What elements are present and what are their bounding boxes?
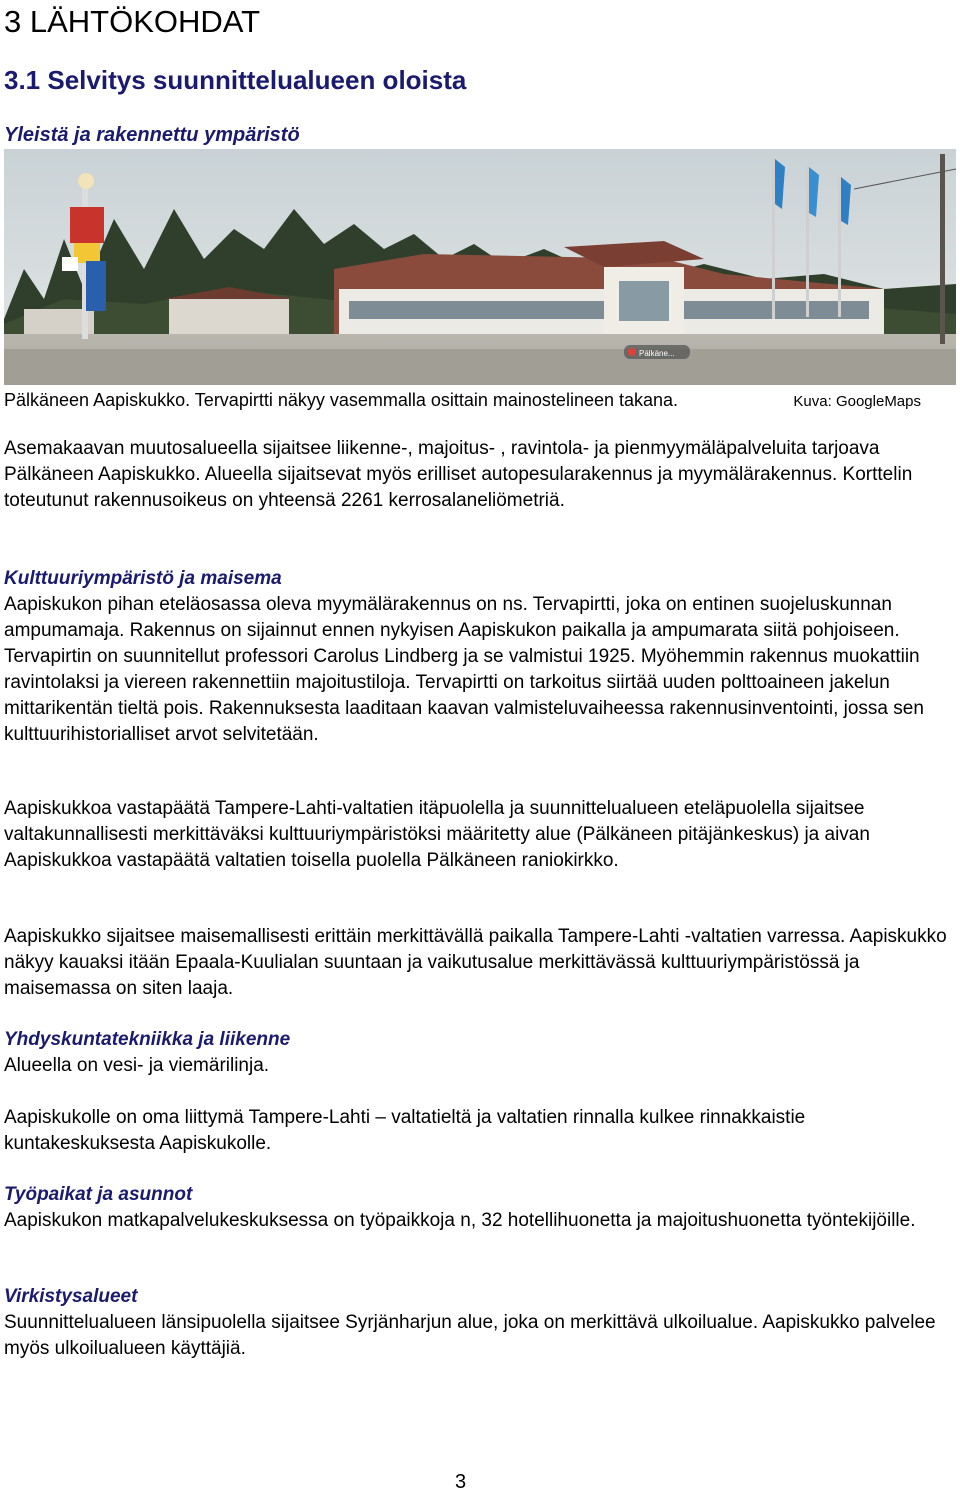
section-heading: 3.1 Selvitys suunnittelualueen oloista — [4, 65, 467, 95]
photo-credit: Kuva: GoogleMaps — [793, 393, 921, 410]
page-number: 3 — [455, 1471, 467, 1493]
paragraph-vesi: Alueella on vesi- ja viemärilinja. — [4, 1055, 270, 1076]
paragraph-liittyma: Aapiskukolle on oma liittymä Tampere-Lahti – valtatieltä ja valtatien rinnalla kulkee rinnakkaistie kuntakeskuksesta Aapiskukolle. — [4, 1107, 806, 1154]
paragraph-valtakunnallinen: Aapiskukkoa vastapäätä Tampere-Lahti-valtatien itäpuolella ja suunnittelualueen eteläpuolella sijaitsee valtakunnallisesti merkittäväksi kulttuuriympäristöksi määritetty alue (Pälkäneen pitäjänkeskus) ja aivan Aapiskukkoa vastapäätä valtatien toisella puolella Pälkäneen raniokirkko. — [4, 798, 870, 871]
paragraph-intro: Asemakaavan muutosalueella sijaitsee liikenne-, majoitus- , ravintola- ja pienmyymäläpalveluita tarjoava Pälkäneen Aapiskukko. Alueella sijaitsevat myös erilliset autopesularakennus ja myymälärakennus. Korttelin toteutunut rakennusoikeus on yhteensä 2261 kerrosalaneliömetriä. — [4, 438, 913, 511]
caption-text: Pälkäneen Aapiskukko. Tervapirtti näkyy vasemmalla osittain mainostelineen takana. — [4, 390, 679, 410]
aapiskukko-photo — [4, 149, 956, 385]
heading-virkistysalueet: Virkistysalueet — [4, 1286, 138, 1307]
map-pin-label: Pälkäne... — [639, 349, 675, 358]
paragraph-tyopaikat: Aapiskukon matkapalvelukeskuksessa on työpaikkoja n, 32 hotellihuonetta ja majoitushuonetta työntekijöille. — [4, 1210, 916, 1231]
paragraph-virkistys: Suunnittelualueen länsipuolella sijaitsee Syrjänharjun alue, joka on merkittävä ulkoilualue. Aapiskukko palvelee myös ulkoilualueen käyttäjiä. — [4, 1312, 936, 1359]
heading-yhdyskuntatekniikka: Yhdyskuntatekniikka ja liikenne — [4, 1029, 291, 1050]
heading-tyopaikat: Työpaikat ja asunnot — [4, 1184, 193, 1205]
subsection-heading: Yleistä ja rakennettu ympäristö — [4, 124, 300, 146]
photo-caption — [4, 388, 956, 412]
chapter-heading: 3 LÄHTÖKOHDAT — [4, 4, 261, 39]
paragraph-maisema: Aapiskukko sijaitsee maisemallisesti erittäin merkittävällä paikalla Tampere-Lahti -valtatien varressa. Aapiskukko näkyy kauaksi itään Epaala-Kuulialan suuntaan ja vaikutusalue merkittävässä kulttuuriympäristössä ja maisemassa on siten laaja. — [4, 926, 947, 999]
paragraph-tervapirtti: Aapiskukon pihan eteläosassa oleva myymälärakennus on ns. Tervapirtti, joka on entinen suojeluskunnan ampumamaja. Rakennus on sijainnut ennen nykyisen Aapiskukon paikalla ja ampumarata siitä pohjoiseen. Tervapirtin on suunnitellut professori Carolus Lindberg ja se valmistui 1925. Myöhemmin rakennus muokattiin ravintolaksi ja viereen rakennettiin majoitustiloja. Tervapirtti on tarkoitus siirtää uuden polttoaineen jakelun mittarikentän tieltä pois. Rakennuksesta laaditaan kaavan valmisteluvaiheessa rakennusinventointi, jossa sen kulttuurihistorialliset arvot selvitetään. — [4, 594, 924, 745]
heading-kulttuuriymparisto: Kulttuuriympäristö ja maisema — [4, 568, 282, 589]
